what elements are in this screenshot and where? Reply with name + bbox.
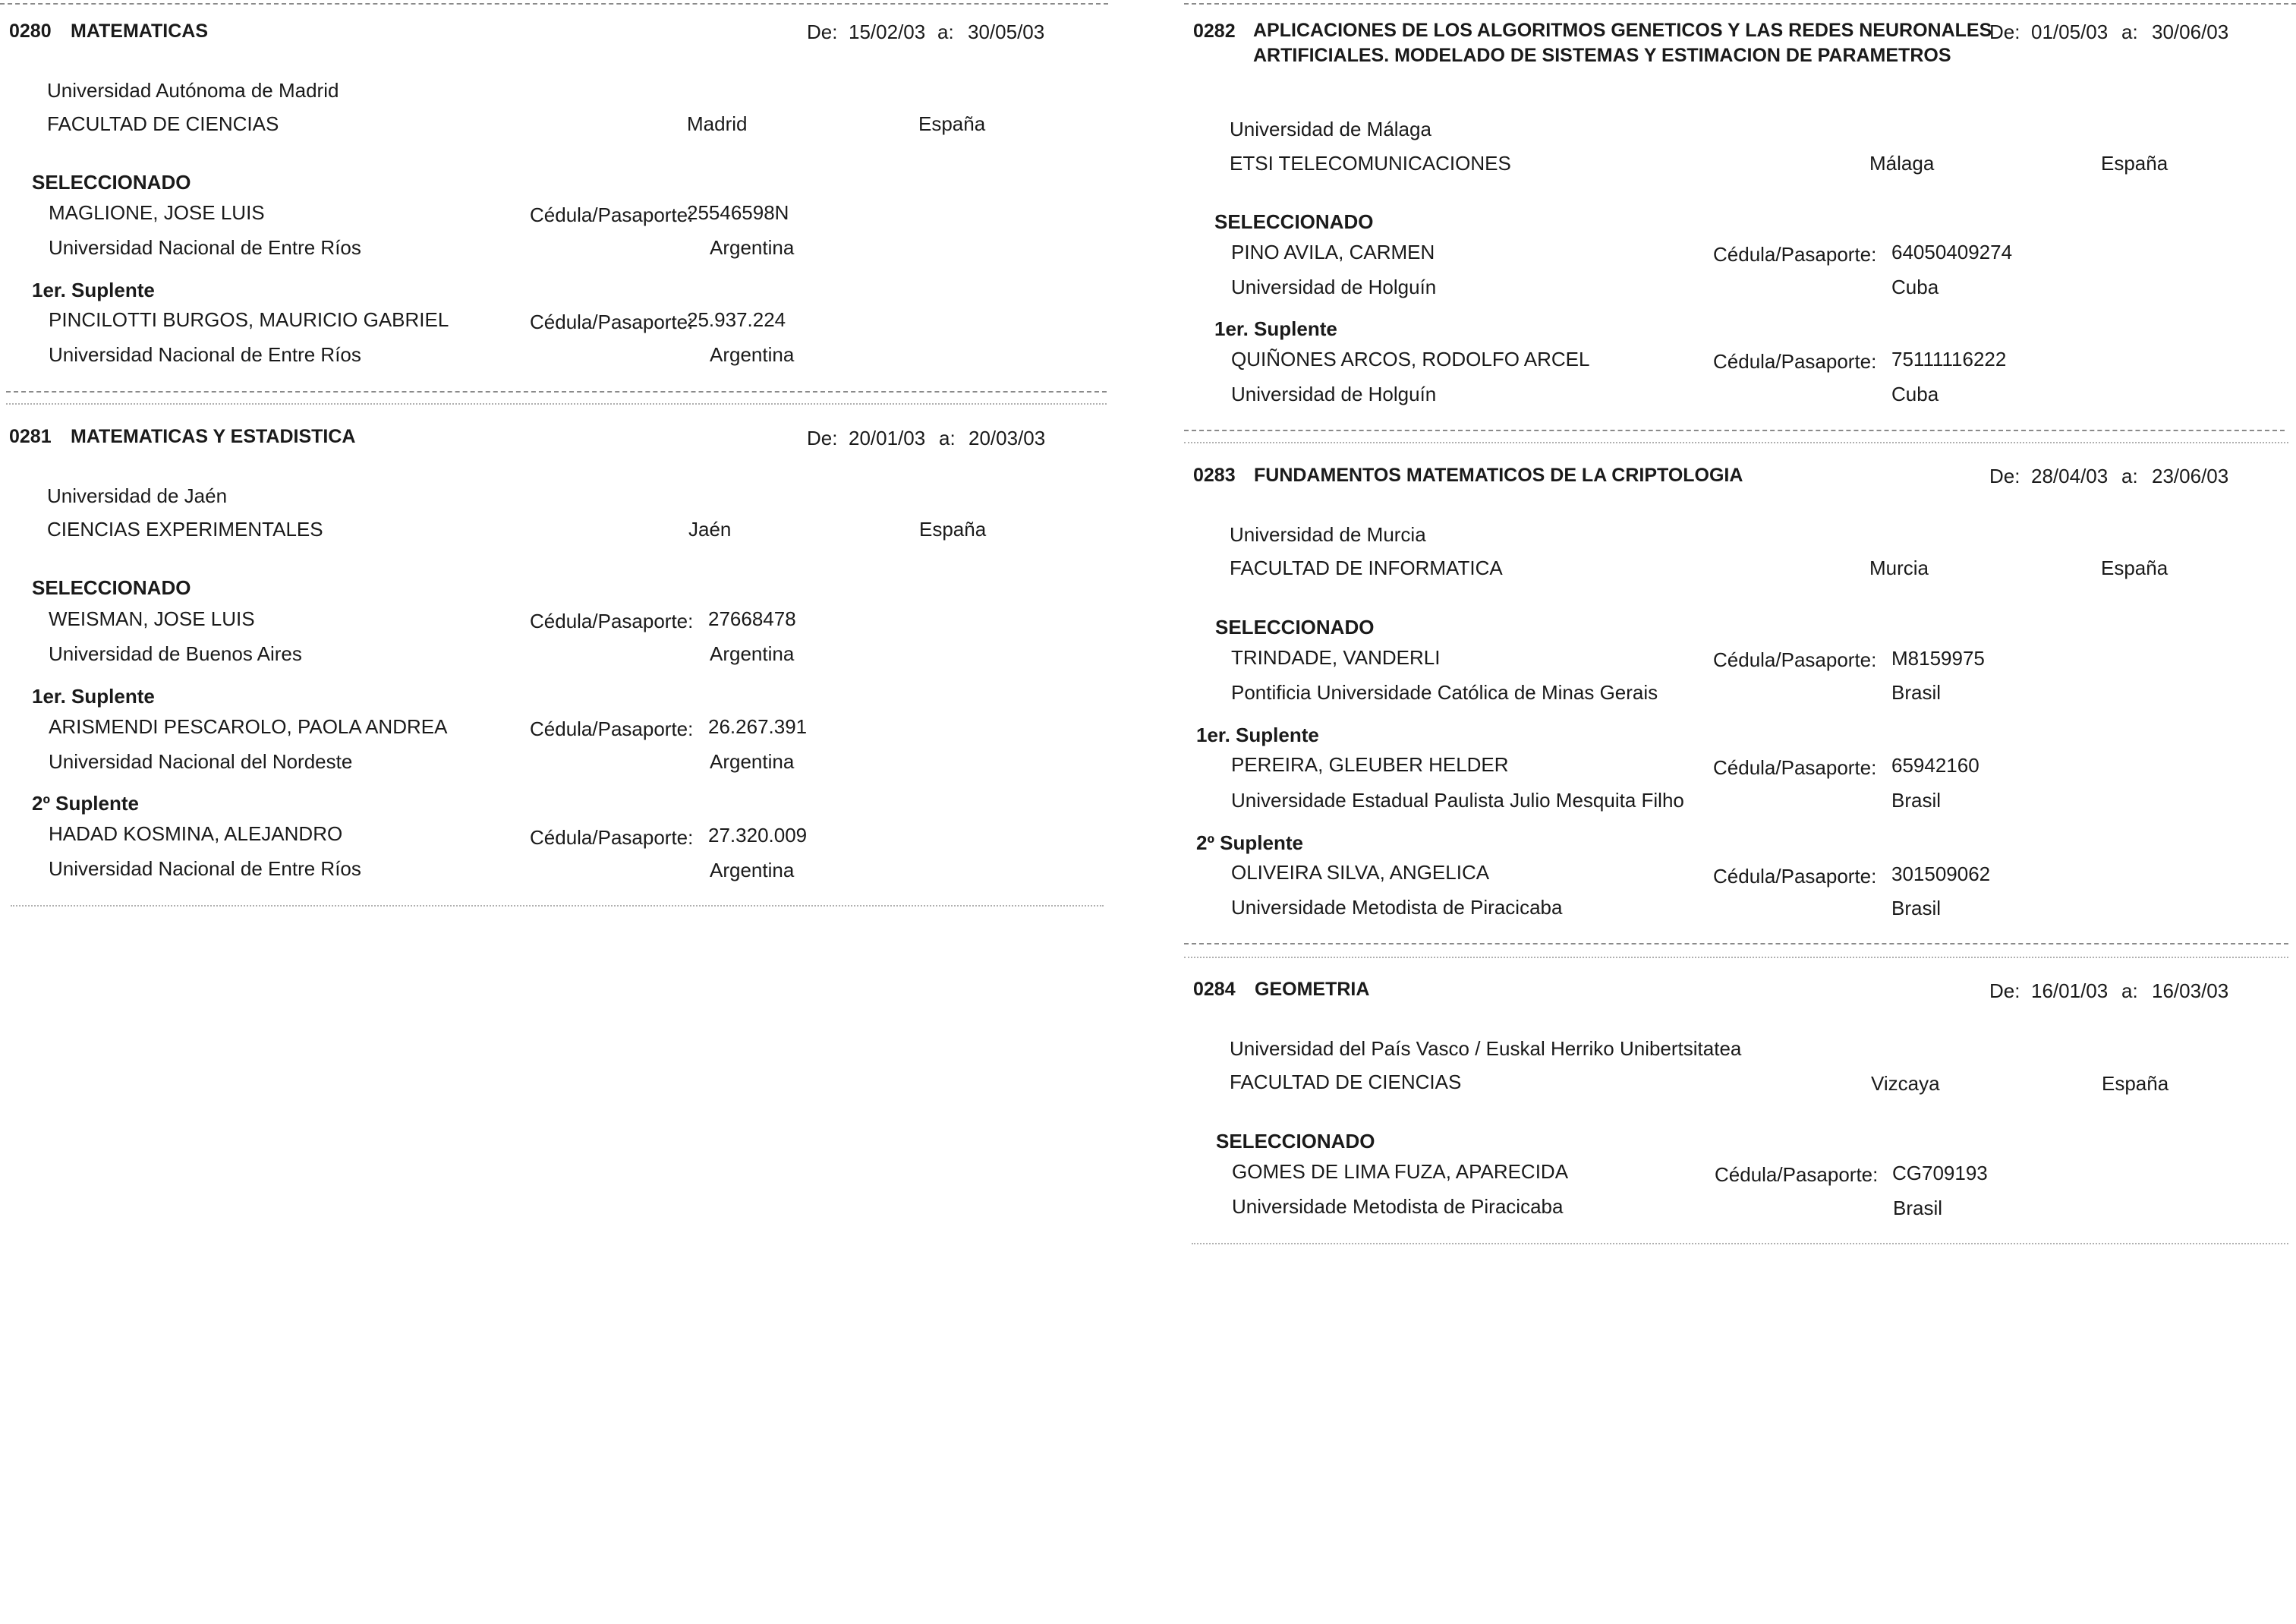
record-code: 0284	[1193, 979, 1236, 1000]
host-university: Universidad de Jaén	[47, 484, 228, 507]
candidate-id: 26.267.391	[708, 715, 808, 738]
date-from-label: De:	[1989, 465, 2020, 487]
record-title: FUNDAMENTOS MATEMATICOS DE LA CRIPTOLOGIA	[1254, 465, 1743, 486]
candidate-institution: Pontificia Universidade Católica de Minas Gerais	[1231, 681, 1658, 704]
host-city: Murcia	[1869, 557, 1929, 579]
divider	[1184, 957, 2288, 958]
host-faculty: FACULTAD DE INFORMATICA	[1230, 557, 1503, 579]
candidate-country: Brasil	[1891, 789, 1942, 812]
date-from: 20/01/03	[849, 427, 926, 449]
date-to: 30/06/03	[2152, 20, 2229, 43]
divider	[1184, 943, 2288, 944]
candidate-name: GOMES DE LIMA FUZA, APARECIDA	[1232, 1160, 1569, 1183]
candidate-institution: Universidad Nacional del Nordeste	[49, 750, 353, 773]
record-code: 0281	[9, 426, 52, 447]
divider	[1192, 1243, 2288, 1244]
candidate-institution: Universidad Nacional de Entre Ríos	[49, 236, 361, 259]
candidate-institution: Universidad Nacional de Entre Ríos	[49, 343, 361, 366]
host-faculty: ETSI TELECOMUNICACIONES	[1230, 152, 1511, 175]
candidate-id: 27.320.009	[708, 824, 808, 847]
candidate-name: WEISMAN, JOSE LUIS	[49, 607, 255, 630]
candidate-country: Argentina	[710, 343, 795, 366]
role-substitute-1: 1er. Suplente	[32, 279, 155, 301]
id-label: Cédula/Pasaporte:	[530, 203, 694, 226]
record-title: MATEMATICAS	[71, 20, 208, 42]
candidate-id: 65942160	[1891, 754, 1979, 777]
id-label: Cédula/Pasaporte:	[1713, 243, 1877, 266]
candidate-country: Argentina	[710, 859, 795, 881]
date-from: 16/01/03	[2031, 979, 2109, 1002]
id-label: Cédula/Pasaporte:	[1713, 648, 1877, 671]
candidate-name: TRINDADE, VANDERLI	[1231, 646, 1441, 669]
candidate-institution: Universidad Nacional de Entre Ríos	[49, 857, 361, 880]
date-to-label: a:	[2121, 979, 2138, 1002]
host-city: Málaga	[1869, 152, 1935, 175]
role-substitute-1: 1er. Suplente	[32, 685, 155, 708]
host-faculty: FACULTAD DE CIENCIAS	[47, 112, 279, 135]
candidate-country: Cuba	[1891, 383, 1939, 405]
date-to-label: a:	[939, 427, 956, 449]
candidate-country: Brasil	[1891, 897, 1942, 919]
host-city: Vizcaya	[1871, 1072, 1940, 1095]
host-university: Universidad de Málaga	[1230, 118, 1431, 140]
candidate-id: 301509062	[1891, 862, 1991, 885]
date-to: 20/03/03	[968, 427, 1046, 449]
candidate-id: CG709193	[1892, 1162, 1988, 1184]
host-university: Universidad del País Vasco / Euskal Herriko Unibertsitatea	[1230, 1037, 1742, 1060]
host-country: España	[918, 112, 986, 135]
id-label: Cédula/Pasaporte:	[530, 311, 694, 333]
date-from: 28/04/03	[2031, 465, 2109, 487]
id-label: Cédula/Pasaporte:	[530, 717, 694, 740]
date-from-label: De:	[807, 20, 838, 43]
host-country: España	[919, 518, 987, 541]
host-country: España	[2101, 557, 2168, 579]
divider	[0, 3, 1108, 5]
id-label: Cédula/Pasaporte:	[1715, 1163, 1879, 1186]
record-title: MATEMATICAS Y ESTADISTICA	[71, 426, 356, 447]
divider	[6, 403, 1107, 405]
candidate-name: ARISMENDI PESCAROLO, PAOLA ANDREA	[49, 715, 448, 738]
date-to-label: a:	[2121, 465, 2138, 487]
date-from-label: De:	[1989, 20, 2020, 43]
candidate-country: Argentina	[710, 642, 795, 665]
candidate-id: 27668478	[708, 607, 796, 630]
id-label: Cédula/Pasaporte:	[1713, 865, 1877, 888]
candidate-institution: Universidade Metodista de Piracicaba	[1231, 896, 1563, 919]
host-city: Jaén	[688, 518, 732, 541]
record-code: 0282	[1193, 20, 1236, 42]
candidate-name: OLIVEIRA SILVA, ANGELICA	[1231, 861, 1490, 884]
date-to: 30/05/03	[968, 20, 1045, 43]
candidate-country: Argentina	[710, 236, 795, 259]
candidate-country: Argentina	[710, 750, 795, 773]
host-faculty: CIENCIAS EXPERIMENTALES	[47, 518, 323, 541]
divider	[6, 391, 1107, 393]
divider	[1184, 430, 2285, 431]
candidate-id: M8159975	[1891, 647, 1985, 670]
date-to: 23/06/03	[2152, 465, 2229, 487]
candidate-institution: Universidade Estadual Paulista Julio Mesquita Filho	[1231, 789, 1684, 812]
candidate-institution: Universidade Metodista de Piracicaba	[1232, 1195, 1564, 1218]
candidate-country: Brasil	[1893, 1197, 1943, 1219]
candidate-id: 25546598N	[687, 201, 789, 224]
role-substitute-1: 1er. Suplente	[1214, 317, 1337, 340]
host-university: Universidad de Murcia	[1230, 523, 1426, 546]
host-country: España	[2102, 1072, 2169, 1095]
record-title: GEOMETRIA	[1255, 979, 1370, 1000]
host-country: España	[2101, 152, 2168, 175]
candidate-name: HADAD KOSMINA, ALEJANDRO	[49, 822, 343, 845]
role-selected: SELECCIONADO	[1216, 1130, 1375, 1153]
date-to-label: a:	[2121, 20, 2138, 43]
role-substitute-2: 2º Suplente	[32, 792, 139, 815]
candidate-country: Cuba	[1891, 276, 1939, 298]
candidate-name: PINCILOTTI BURGOS, MAURICIO GABRIEL	[49, 308, 449, 331]
candidate-id: 64050409274	[1891, 241, 2013, 263]
role-substitute-1: 1er. Suplente	[1196, 724, 1319, 746]
role-substitute-2: 2º Suplente	[1196, 831, 1303, 854]
divider	[1184, 3, 2296, 5]
date-to: 16/03/03	[2152, 979, 2229, 1002]
divider	[1184, 442, 2288, 443]
candidate-name: PINO AVILA, CARMEN	[1231, 241, 1435, 263]
candidate-institution: Universidad de Buenos Aires	[49, 642, 302, 665]
candidate-name: PEREIRA, GLEUBER HELDER	[1231, 753, 1509, 776]
candidate-id: 25.937.224	[687, 308, 786, 331]
id-label: Cédula/Pasaporte:	[530, 826, 694, 849]
host-city: Madrid	[687, 112, 748, 135]
candidate-name: MAGLIONE, JOSE LUIS	[49, 201, 265, 224]
date-from-label: De:	[1989, 979, 2020, 1002]
host-university: Universidad Autónoma de Madrid	[47, 79, 339, 102]
role-selected: SELECCIONADO	[32, 171, 191, 194]
host-faculty: FACULTAD DE CIENCIAS	[1230, 1071, 1462, 1093]
divider	[11, 905, 1104, 907]
role-selected: SELECCIONADO	[1215, 616, 1375, 639]
candidate-name: QUIÑONES ARCOS, RODOLFO ARCEL	[1231, 348, 1590, 371]
date-from: 01/05/03	[2031, 20, 2109, 43]
role-selected: SELECCIONADO	[1214, 210, 1374, 233]
role-selected: SELECCIONADO	[32, 576, 191, 599]
record-title: APLICACIONES DE LOS ALGORITMOS GENETICOS Y LAS REDES NEURONALES ARTIFICIALES. MODELADO DE SISTEMAS Y ESTIMACION DE PARAMETROS	[1253, 20, 1992, 66]
record-code: 0280	[9, 20, 52, 42]
candidate-institution: Universidad de Holguín	[1231, 383, 1437, 405]
record-code: 0283	[1193, 465, 1236, 486]
date-to-label: a:	[937, 20, 954, 43]
id-label: Cédula/Pasaporte:	[530, 610, 694, 632]
candidate-id: 75111116222	[1891, 348, 2007, 371]
date-from: 15/02/03	[849, 20, 926, 43]
candidate-institution: Universidad de Holguín	[1231, 276, 1437, 298]
date-from-label: De:	[807, 427, 838, 449]
id-label: Cédula/Pasaporte:	[1713, 350, 1877, 373]
candidate-country: Brasil	[1891, 681, 1942, 704]
id-label: Cédula/Pasaporte:	[1713, 756, 1877, 779]
